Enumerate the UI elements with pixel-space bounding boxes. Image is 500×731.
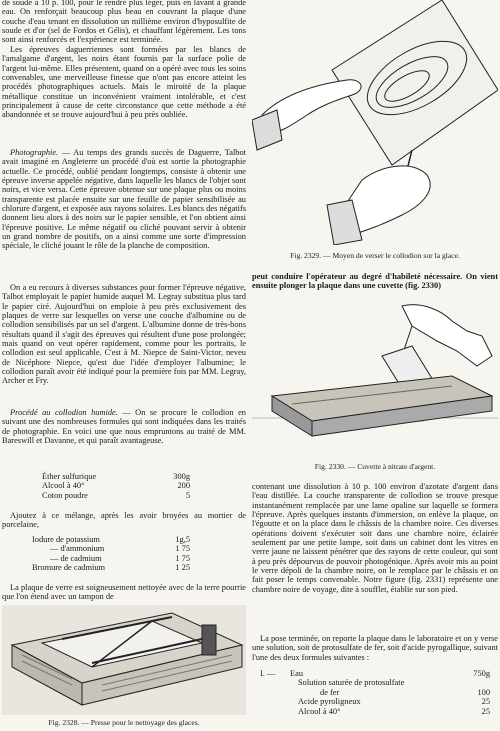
paragraph-ajoutez: Ajoutez à ce mélange, après les avoir broyées au mortier de porcelaine,: [2, 511, 246, 530]
recipe-qty: 5: [185, 490, 190, 500]
heading-collodion: Procédé au collodion humide.: [10, 408, 118, 417]
paragraph-peut: peut conduire l'opérateur au degré d'habileté nécessaire. On vient ensuite plonger la plaque dans une cuvette (fig. 2330): [252, 272, 498, 291]
figure-2328-press: [2, 605, 246, 715]
caption-fig-2328: Fig. 2328. — Presse pour le nettoyage des glaces.: [48, 718, 200, 727]
recipe-qty: 1 25: [175, 563, 190, 573]
paragraph-plaque: La plaque de verre est soigneusement nettoyée avec de la terre pourrie que l'on étend avec un tampon de: [2, 583, 246, 602]
upper-cuff: [252, 110, 282, 150]
recipe-name: — de cadmium: [50, 553, 102, 563]
recipe-name: de fer: [320, 687, 340, 697]
recipe-row: [290, 678, 490, 687]
paragraph-contenant: contenant une dissolution à 10 p. 100 environ d'azotate d'argent dans l'eau distillée. La couche transparente de collodion se trouve presque instantanément remplacée par une lame opaline sur laquelle se formera l'épreuve. Après quelques instants d'immersion, on enlève la plaque, on l'égoutte et on la place dans le châssis de la chambre noire. Ces diverses opérations doivent s'exécuter soit dans une chambre noire, éclairée seulement par une petite lampe, soit dans un cabinet dont les vitres en verre jaune ne laissent pénétrer que des rayons de cette couleur, qui sont à peu près dépourvus de pouvoir photogénique. Après avoir mis au point le verre dépoli de la chambre noire, on le remplace par le châssis et on fait poser le temps convenable. Notre figure (fig. 2331) représente une chambre noire de voyage, dite à soufflet, établie sur son pied.: [252, 482, 498, 594]
recipe-qty: 750g: [473, 669, 490, 678]
recipe-qty: 25: [481, 697, 490, 707]
recipe-name: Bromure de cadmium: [32, 563, 106, 573]
recipe-name: Eau: [290, 669, 304, 678]
recipe-developer: [290, 669, 490, 716]
recipe-row: [42, 491, 190, 500]
recipe-row: [32, 535, 190, 544]
recipe-iodures: [32, 535, 190, 573]
recipe-name: — d'ammonium: [50, 544, 105, 554]
recipe-row: [290, 707, 490, 716]
recipe-qty: 1g,5: [175, 535, 190, 544]
paragraph-top: de soude à 10 p. 100, pour le rendre plus léger, puis en lavant à grande eau. On renforçait beaucoup plus beau en couvrant la plaque d'une couche d'eau tenant en dissolution un millième environ d'hyposulfite de soude et d'or (sel de Fordos et Gélis), et chauffant légèrement. Les tons sont ainsi renforcés et l'expérience est terminée.: [2, 0, 246, 45]
heading-photographie: Photographie.: [10, 148, 59, 157]
paragraph-negative: On a eu recours à diverses substances pour former l'épreuve négative, Talbot employait le papier humide auquel M. Legray substitua plus tard le papier ciré. Aujourd'hui on emploie à peu près exclusivement des plaques de verre sur lesquelles on verse une couche d'albumine ou de collodion sensibilisés par un sel d'argent. L'albumine donne de très-bons résultats quand il s'agit des épreuves qui résultent d'une pose prolongée; mais quand on veut opérer rapidement, comme pour les portraits, le collodion est seul applicable. C'est à M. Niepce de Saint-Victor, neveu de Nicéphore Niepce, qu'est due l'idée d'employer l'albumine; le collodion paraît avoir été indiqué pour la première fois par MM. Legray, Archer et Fry.: [2, 283, 246, 386]
recipe-row: [42, 472, 190, 481]
recipe-qty: 1 75: [175, 544, 190, 554]
recipe-row: [290, 697, 490, 706]
paragraph-daguerre: Les épreuves daguerriennes sont formées par les blancs de l'amalgame d'argent, les noirs étant fournis par la surface polie de l'argent lui-même. Elles présentent, quand on a opéré avec tous les soins convenables, une merveilleuse finesse que n'ont pas encore atteint les procédés photographiques actuels. Mais le miroité de la plaque métallique constitue un inconvénient vraiment intolérable, et c'est principalement à cause de cette circonstance que cette méthode a été abandonnée et se trouve aujourd'hui à peu près oubliée.: [2, 45, 246, 120]
recipe-row: [290, 669, 490, 678]
recipe-name: Alcool à 40°: [42, 481, 85, 491]
paragraph-photographie-text: — Au temps des grands succès de Daguerre, Talbot avait imaginé en Angleterre un procédé d'où est sortie la photographie actuelle. Ce procédé, oublié pendant longtemps, consiste à obtenir une épreuve inverse appelée négative, dans laquelle les blancs de l'objet sont noirs, et vice versa. Cette épreuve obtenue sur une plaque plus ou moins transparente est placée ensuite sur une feuille de papier sensibilisée au chlorure d'argent, et exposée aux rayons solaires. Les blancs des négatifs donnent lieu alors à des noirs sur le papier sensible, et l'on obtient ainsi l'épreuve positive. Le même négatif ou cliché pouvant servir à obtenir un grand nombre de positifs, on a ainsi comme une sorte d'impression spéciale, le cliché jouant le rôle de la planche de composition.: [2, 148, 246, 251]
recipe-qty: 200: [177, 481, 190, 491]
recipe-row: [290, 688, 490, 697]
caption-fig-2329: Fig. 2329. — Moyen de verser le collodion sur la glace.: [290, 251, 460, 260]
paragraph-photographie: [2, 148, 246, 251]
caption-fig-2330: Fig. 2330. — Cuvette à nitrate d'argent.: [314, 462, 436, 471]
recipe-qty: [462, 678, 490, 687]
recipe-name: Alcool à 40°: [298, 706, 341, 716]
recipe-row: [32, 554, 190, 563]
recipe-name: Solution saturée de protosulfate: [298, 678, 405, 688]
paragraph-collodion: [2, 408, 246, 445]
recipe-name: Acide pyroligneux: [298, 697, 361, 707]
recipe-qty: 1 75: [175, 553, 190, 563]
recipe-row: [32, 563, 190, 572]
recipe-row: [32, 544, 190, 553]
formula-label: I. —: [260, 669, 276, 678]
recipe-name: Iodure de potassium: [32, 535, 100, 544]
recipe-name: Coton poudre: [42, 490, 88, 500]
recipe-name: Éther sulfurique: [42, 472, 97, 481]
paragraph-pose: La pose terminée, on reporte la plaque dans le laboratoire et on y verse une solution, soit de protosulfate de fer, soit d'acide pyrogallique, suivant l'une des deux formules suivantes :: [252, 634, 498, 662]
recipe-qty: 100: [477, 687, 490, 697]
figure-2330-cuvette: [252, 296, 498, 454]
recipe-qty: 25: [481, 706, 490, 716]
recipe-qty: 300g: [173, 472, 190, 481]
figure-2329-hands-collodion: [252, 0, 498, 245]
press-screw: [202, 625, 216, 655]
recipe-collodion: [42, 472, 190, 500]
recipe-row: [42, 481, 190, 490]
paragraph-collodion-text: — On se procure le collodion en suivant une des nombreuses formules qui sont indiquées dans les traités de photographie. En voici une que nous empruntons au traité de MM. Bareswill et Davanne, et qui paraît avantageuse.: [2, 408, 246, 446]
